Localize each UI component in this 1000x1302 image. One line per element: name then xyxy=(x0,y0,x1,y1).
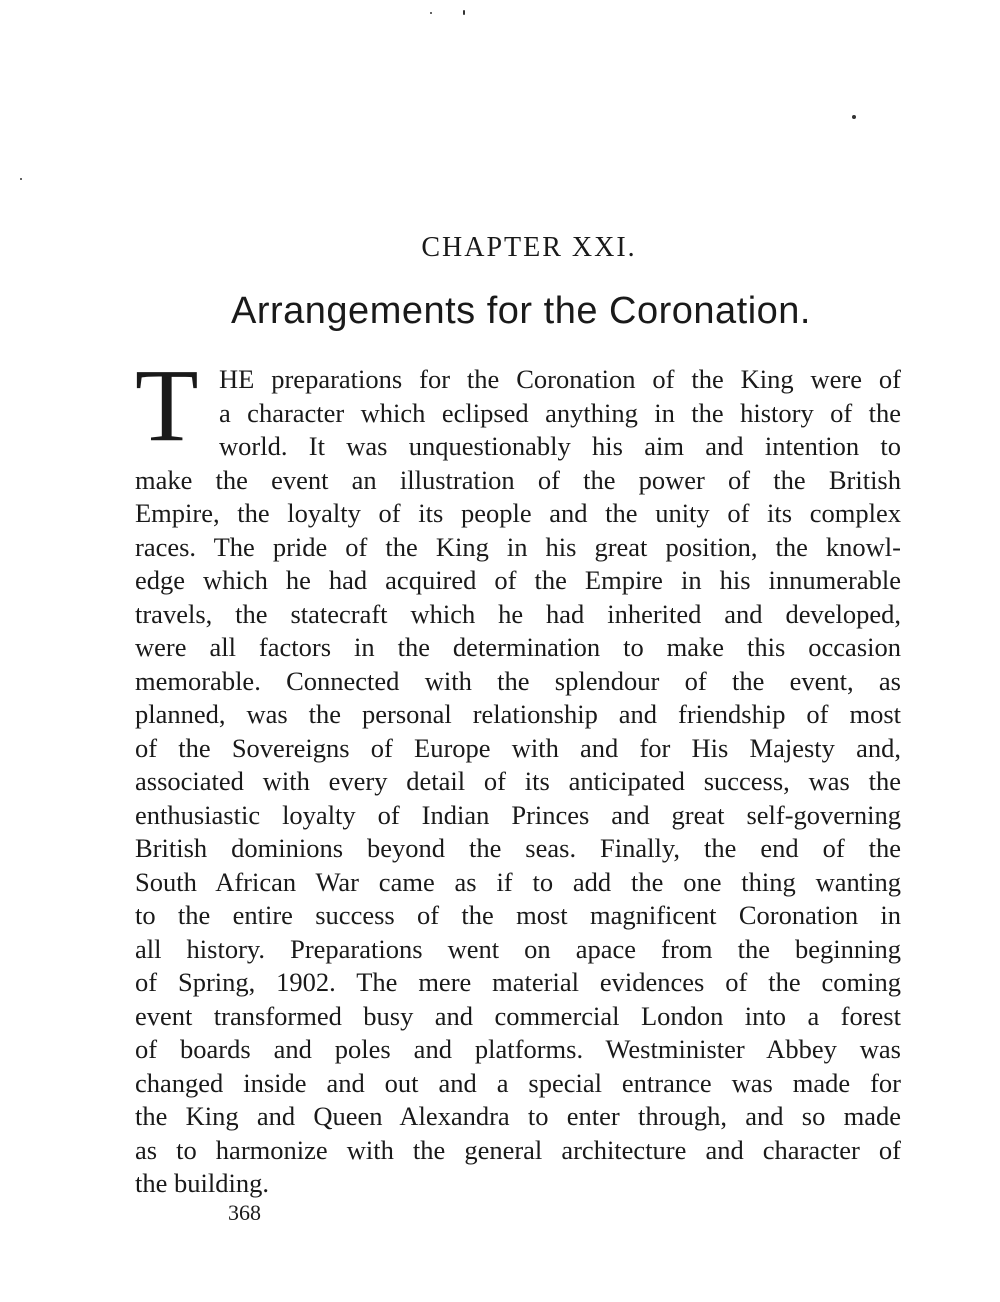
drop-cap: T xyxy=(135,348,199,463)
text-line: the building. xyxy=(135,1168,269,1198)
text-line: edge which he had acquired of the Empire in his innumerable xyxy=(135,565,901,595)
text-line: of Spring, 1902. The mere material evidences of the coming xyxy=(135,967,901,997)
text-line: South African War came as if to add the one thing wanting xyxy=(135,866,901,897)
text-line: make the event an illustration of the power of the British xyxy=(135,464,901,495)
text-line: races. The pride of the King in his great position, the knowl- xyxy=(135,531,901,562)
ink-speck xyxy=(430,12,432,14)
text-line: enthusiastic loyalty of Indian Princes and great self-governing xyxy=(135,799,901,830)
page-number: 368 xyxy=(228,1200,261,1225)
text-line: event transformed busy and commercial London into a forest xyxy=(135,1000,901,1031)
text-line: planned, was the personal relationship and friendship of most xyxy=(135,699,901,729)
text-line: changed inside and out and a special entrance was made for xyxy=(135,1067,901,1098)
text-line: of the Sovereigns of Europe with and for His Majesty and, xyxy=(135,732,901,763)
body-paragraph xyxy=(135,348,901,1201)
chapter-heading: CHAPTER XXI. xyxy=(421,232,637,263)
chapter-title: Arrangements for the Coronation. xyxy=(231,290,811,332)
text-line: Empire, the loyalty of its people and the unity of its complex xyxy=(135,498,901,528)
ink-speck xyxy=(20,178,22,180)
text-line: the King and Queen Alexandra to enter through, and so made xyxy=(135,1101,901,1131)
text-line: associated with every detail of its anticipated success, was the xyxy=(135,766,901,796)
text-line: to the entire success of the most magnificent Coronation in xyxy=(135,900,901,930)
text-line: all history. Preparations went on apace from the beginning xyxy=(135,933,901,964)
text-line: travels, the statecraft which he had inherited and developed, xyxy=(135,598,901,629)
text-line: as to harmonize with the general architecture and character of xyxy=(135,1134,901,1165)
ink-speck xyxy=(852,115,856,119)
text-line: of boards and poles and platforms. Westminister Abbey was xyxy=(135,1034,901,1064)
text-line: memorable. Connected with the splendour of the event, as xyxy=(135,665,901,696)
ink-speck xyxy=(463,10,465,15)
text-line: HE preparations for the Coronation of the King were of xyxy=(219,364,901,394)
text-line: a character which eclipsed anything in the history of the xyxy=(219,397,901,428)
text-line: world. It was unquestionably his aim and intention to xyxy=(219,431,901,461)
text-line: were all factors in the determination to make this occasion xyxy=(135,632,901,662)
text-line: British dominions beyond the seas. Finally, the end of the xyxy=(135,833,901,863)
